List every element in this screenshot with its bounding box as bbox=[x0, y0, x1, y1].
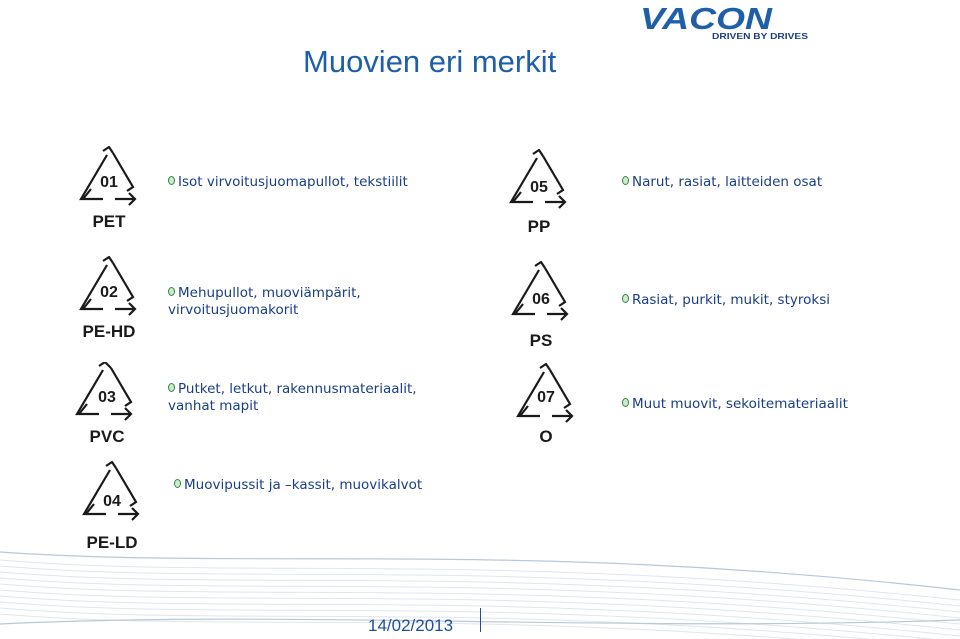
recycling-triangle-icon bbox=[84, 462, 138, 520]
description-03 bbox=[168, 381, 417, 415]
recycling-code-03 bbox=[69, 362, 141, 462]
description-line: Muovipussit ja –kassit, muovikalvot bbox=[184, 477, 423, 493]
recycling-code-05 bbox=[503, 148, 575, 248]
bullet-icon bbox=[168, 176, 175, 185]
bullet-icon bbox=[174, 479, 181, 488]
bullet-icon bbox=[622, 398, 629, 407]
description-line: virvoitusjuomakorit bbox=[168, 302, 299, 318]
footer-divider bbox=[480, 608, 481, 632]
recycling-code-07 bbox=[510, 362, 582, 462]
code-abbr: PET bbox=[92, 212, 126, 231]
code-number: 05 bbox=[530, 179, 548, 196]
recycling-code-01 bbox=[73, 143, 145, 243]
description-04 bbox=[174, 477, 422, 494]
recycling-code-06 bbox=[505, 260, 577, 360]
bullet-icon bbox=[168, 287, 175, 296]
code-number: 02 bbox=[100, 284, 118, 301]
code-number: 04 bbox=[103, 493, 121, 510]
description-line: Muut muovit, sekoitemateriaalit bbox=[632, 396, 848, 412]
logo-wordmark: VACON bbox=[640, 2, 773, 36]
code-abbr: PVC bbox=[89, 427, 125, 446]
vacon-logo bbox=[640, 2, 812, 42]
code-abbr: PE-HD bbox=[82, 322, 136, 341]
code-number: 06 bbox=[532, 291, 550, 308]
description-05 bbox=[622, 174, 822, 191]
code-abbr: PS bbox=[529, 331, 553, 350]
logo-tagline: DRIVEN BY DRIVES bbox=[712, 32, 809, 41]
description-line: Mehupullot, muoviämpärit, bbox=[178, 285, 361, 301]
code-abbr: O bbox=[539, 427, 553, 446]
description-line: Narut, rasiat, laitteiden osat bbox=[632, 174, 823, 190]
bullet-icon bbox=[622, 176, 629, 185]
slide-title: Muovien eri merkit bbox=[303, 44, 557, 79]
code-abbr: PP bbox=[527, 217, 551, 236]
description-line: vanhat mapit bbox=[168, 398, 259, 414]
code-abbr: PE-LD bbox=[86, 533, 138, 552]
recycling-code-02 bbox=[73, 255, 145, 355]
description-07 bbox=[622, 396, 848, 413]
description-01 bbox=[168, 174, 408, 191]
description-line: Rasiat, purkit, mukit, styroksi bbox=[632, 292, 830, 308]
bullet-icon bbox=[622, 294, 629, 303]
bullet-icon bbox=[168, 383, 175, 392]
description-line: Putket, letkut, rakennusmateriaalit, bbox=[178, 381, 417, 397]
code-number: 03 bbox=[98, 389, 116, 406]
code-number: 01 bbox=[100, 174, 118, 191]
description-02 bbox=[168, 285, 361, 319]
description-06 bbox=[622, 292, 830, 309]
footer-date: 14/02/2013 bbox=[368, 616, 454, 635]
description-line: Isot virvoitusjuomapullot, tekstiilit bbox=[178, 174, 408, 190]
code-number: 07 bbox=[537, 389, 555, 406]
